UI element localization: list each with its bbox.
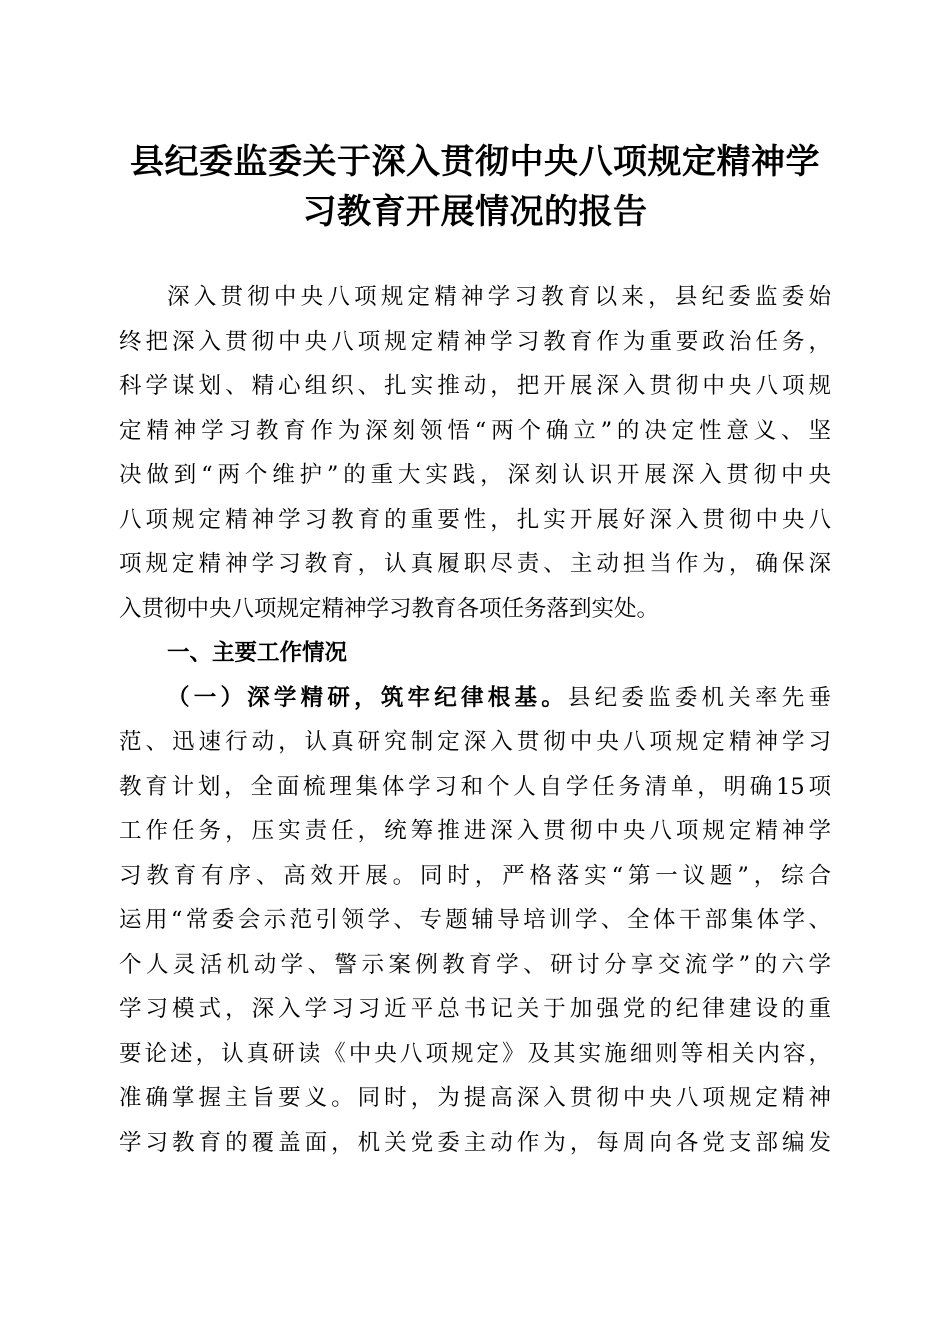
subsection-paragraph-line: 教育计划，全面梳理集体学习和个人自学任务清单，明确15项	[119, 773, 831, 800]
intro-paragraph-line: 定精神学习教育作为深刻领悟“两个确立”的决定性意义、坚	[119, 417, 831, 444]
document-body	[119, 275, 831, 1165]
title-line: 习教育开展情况的报告	[302, 192, 648, 232]
subsection-paragraph-line: 范、迅速行动，认真研究制定深入贯彻中央八项规定精神学习	[119, 729, 831, 755]
subsection-paragraph-line: 学习模式，深入学习习近平总书记关于加强党的纪律建设的重	[119, 996, 831, 1022]
intro-paragraph-line: 深入贯彻中央八项规定精神学习教育以来，县纪委监委始	[167, 284, 831, 310]
subsection-paragraph-line: 要论述，认真研读《中央八项规定》及其实施细则等相关内容，	[119, 1040, 831, 1067]
subsection-paragraph-line: 习教育有序、高效开展。同时，严格落实“第一议题”，综合	[119, 862, 831, 889]
subsection-paragraph-line: 个人灵活机动学、警示案例教育学、研讨分享交流学”的六学	[119, 951, 831, 978]
subsection-paragraph-line: 运用“常委会示范引领学、专题辅导培训学、全体干部集体学、	[119, 907, 831, 933]
section-heading: 一、主要工作情况	[167, 640, 348, 666]
intro-paragraph-line: 项规定精神学习教育，认真履职尽责、主动担当作为，确保深	[119, 551, 831, 577]
subsection-paragraph-line: 准确掌握主旨要义。同时，为提高深入贯彻中央八项规定精神	[119, 1085, 831, 1111]
intro-paragraph-line: 入贯彻中央八项规定精神学习教育各项任务落到实处。	[119, 595, 660, 622]
subsection-paragraph-line: 学习教育的覆盖面，机关党委主动作为，每周向各党支部编发	[119, 1129, 831, 1156]
subsection-first-line-text: 县纪委监委机关率先垂	[567, 684, 831, 711]
intro-paragraph-line: 科学谋划、精心组织、扎实推动，把开展深入贯彻中央八项规	[119, 373, 831, 399]
title-line: 县纪委监委关于深入贯彻中央八项规定精神学	[130, 142, 820, 182]
intro-paragraph-line: 决做到“两个维护”的重大实践，深刻认识开展深入贯彻中央	[119, 462, 831, 488]
intro-paragraph-line: 终把深入贯彻中央八项规定精神学习教育作为重要政治任务，	[119, 328, 831, 355]
subsection-first-line	[119, 676, 831, 721]
subsection-paragraph-line: 工作任务，压实责任，统筹推进深入贯彻中央八项规定精神学	[119, 818, 831, 844]
document-title	[110, 137, 840, 237]
intro-paragraph-line: 八项规定精神学习教育的重要性，扎实开展好深入贯彻中央八	[119, 506, 831, 533]
subsection-lead: （一）深学精研，筑牢纪律根基。	[167, 684, 568, 711]
